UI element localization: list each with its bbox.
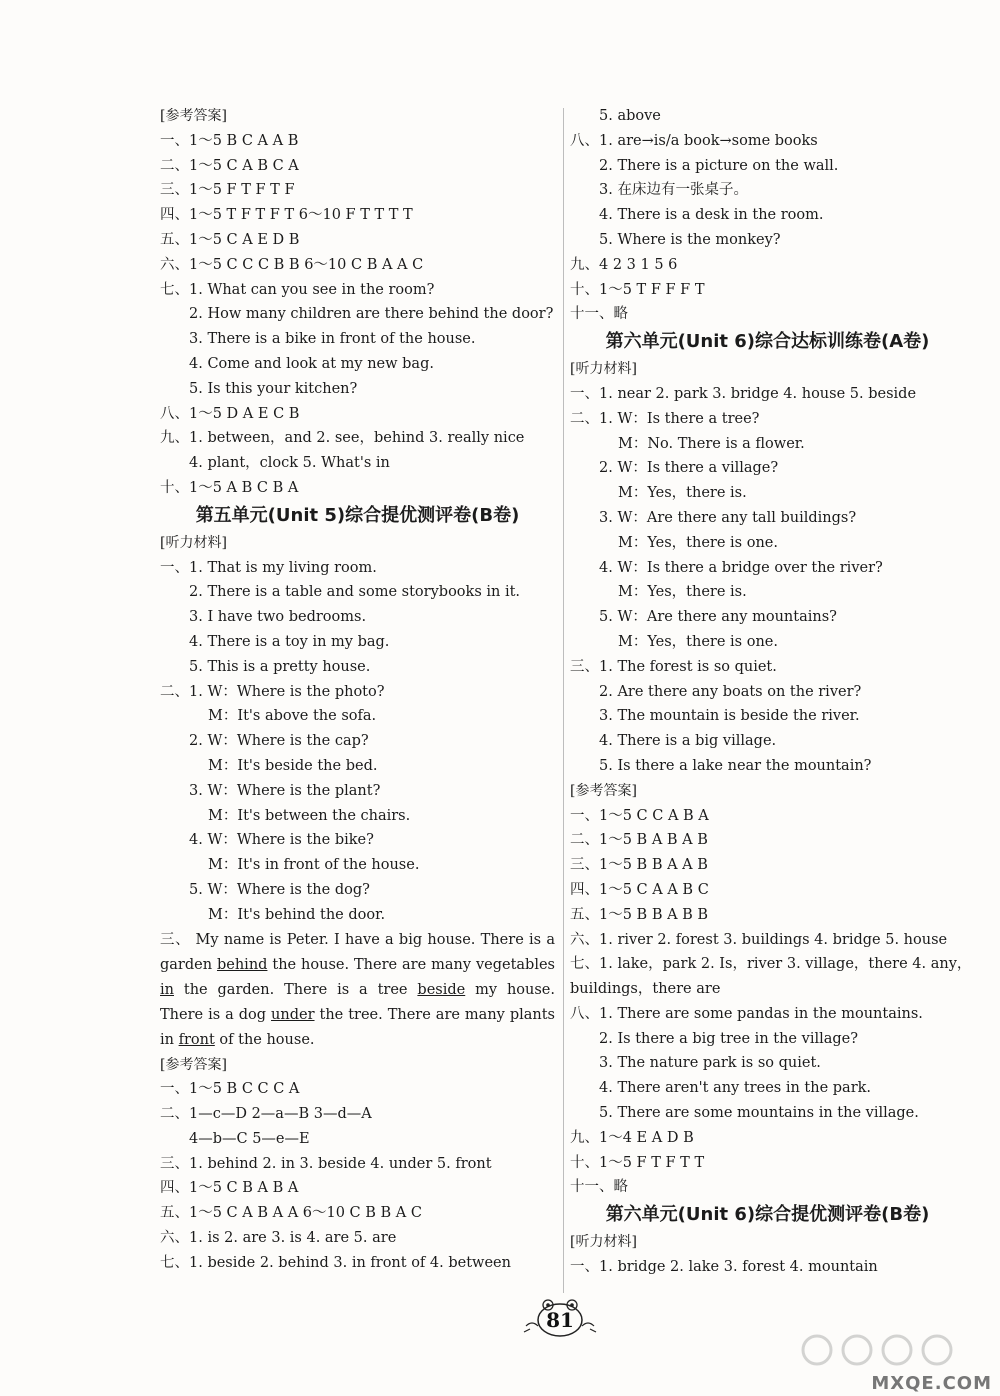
answer-line: 十、1～5 T F F F T (570, 281, 705, 298)
answer-line: 一、1～5 B C A A B (160, 132, 299, 149)
paragraph-lead: 三、 (160, 931, 191, 948)
paragraph-text: the tree. There are many plants in (160, 1006, 555, 1048)
answer-line: 二、1～5 B A B A B (570, 832, 708, 849)
answer-line: 八、1. There are some pandas in the mountains. (570, 1005, 923, 1022)
answer-line: 九、1. between，and 2. see，behind 3. really nice (160, 430, 525, 447)
answer-line: 九、4 2 3 1 5 6 (570, 256, 678, 273)
reading-paragraph (160, 928, 555, 1053)
answer-line: 九、1～4 E A D B (570, 1129, 694, 1146)
left-lines-answers (160, 1053, 555, 1276)
answer-line: 2. W：Is there a village? (599, 460, 779, 477)
paragraph-text: of the house. (214, 1031, 315, 1048)
answer-line: 二、1—c—D 2—a—B 3—d—A (160, 1106, 372, 1123)
answer-line: 3. W：Where is the plant? (189, 782, 381, 799)
answer-line: buildings，there are (570, 981, 721, 998)
answer-line: 5. Is this your kitchen? (189, 380, 358, 397)
answer-line: 一、1. That is my living room. (160, 559, 377, 576)
section-label: [听力材料] (570, 361, 637, 378)
answer-line: 2. Are there any boats on the river? (599, 683, 862, 700)
section-title: 第六单元(Unit 6)综合提优测评卷(B卷) (605, 1204, 930, 1226)
answer-line: 5. above (599, 108, 661, 124)
answer-line: M：It's in front of the house. (208, 857, 420, 874)
watermark-text: MXQE.COM (871, 1373, 992, 1394)
answer-line: M：It's behind the door. (208, 906, 386, 923)
answer-line: 十、1～5 A B C B A (160, 479, 299, 496)
answer-line: M：Yes，there is. (618, 485, 747, 502)
answer-line: 四、1～5 T F T F T 6～10 F T T T T (160, 207, 413, 224)
right-lines (570, 104, 972, 1280)
answer-line: 3. The mountain is beside the river. (599, 708, 860, 725)
answer-line: 3. There is a bike in front of the house. (189, 331, 476, 348)
answer-line: 十一、略 (570, 1179, 628, 1196)
answer-line: 七、1. beside 2. behind 3. in front of 4. between (160, 1254, 511, 1271)
answer-line: 六、1. river 2. forest 3. buildings 4. bridge 5. house (570, 931, 948, 948)
answer-line: 四、1～5 C A A B C (570, 881, 709, 898)
answer-line: 一、1～5 C C A B A (570, 807, 709, 824)
answer-line: 三、1～5 F T F T F (160, 182, 295, 199)
answer-line: 八、1. are→is/a book→some books (570, 132, 818, 149)
answer-line: 三、1～5 B B A A B (570, 857, 708, 874)
answer-line: 七、1. lake，park 2. Is，river 3. village，there 4. any， (570, 956, 972, 973)
section-label: [听力材料] (570, 1234, 637, 1251)
answer-line: 八、1～5 D A E C B (160, 405, 300, 422)
section-label: [参考答案] (160, 108, 227, 124)
column-divider (563, 108, 564, 1293)
section-title: 第六单元(Unit 6)综合达标训练卷(A卷) (605, 331, 930, 353)
answer-line: 2. There is a table and some storybooks in it. (189, 584, 521, 601)
answer-line: 五、1～5 C A B A A 6～10 C B B A C (160, 1205, 422, 1222)
answer-line: 六、1. is 2. are 3. is 4. are 5. are (160, 1230, 397, 1247)
underlined-word: front (178, 1031, 215, 1048)
underlined-word: behind (216, 956, 268, 973)
answer-line: 2. Is there a big tree in the village? (599, 1030, 859, 1047)
answer-line: 5. W：Where is the dog? (189, 881, 370, 898)
answer-line: 一、1. bridge 2. lake 3. forest 4. mountain (570, 1259, 878, 1276)
page-number: 81 (546, 1308, 574, 1332)
answer-line: 4. There is a big village. (599, 733, 777, 750)
paragraph-text: the garden. There is a tree (173, 981, 418, 998)
answer-line: 5. Where is the monkey? (599, 231, 781, 248)
answer-line: 二、1～5 C A B C A (160, 157, 299, 174)
answer-line: 2. There is a picture on the wall. (599, 157, 839, 174)
answer-line: 4. W：Is there a bridge over the river? (599, 559, 883, 576)
answer-line: 六、1～5 C C C B B 6～10 C B A A C (160, 256, 424, 273)
section-label: [参考答案] (160, 1056, 227, 1073)
left-column (160, 104, 555, 1276)
answer-line: 4. Come and look at my new bag. (189, 355, 434, 372)
answer-line: M：It's between the chairs. (208, 807, 411, 824)
paragraph-body (160, 932, 555, 1048)
answer-line: 3. I have two bedrooms. (189, 609, 367, 626)
answer-line: 4. There is a desk in the room. (599, 207, 824, 224)
answer-line: M：It's above the sofa. (208, 708, 377, 725)
answer-line: 2. How many children are there behind the door? (189, 306, 554, 323)
answer-line: 五、1～5 B B A B B (570, 906, 709, 923)
answer-line: 十一、略 (570, 306, 628, 323)
answer-line: 4. W：Where is the bike? (189, 832, 374, 849)
answer-line: 一、1～5 B C C C A (160, 1081, 300, 1098)
section-label: [参考答案] (570, 782, 637, 799)
paragraph-text: the house. There are many vegetables (267, 956, 555, 973)
answer-line: 三、1. behind 2. in 3. beside 4. under 5. front (160, 1155, 492, 1172)
underlined-word: beside (417, 981, 466, 998)
right-column (570, 104, 972, 1280)
answer-line: 3. 在床边有一张桌子。 (599, 182, 748, 199)
answer-line: 5. Is there a lake near the mountain? (599, 757, 872, 774)
page-number-badge (520, 1296, 600, 1340)
underlined-word: under (271, 1006, 315, 1023)
answer-line: 十、1～5 F T F T T (570, 1154, 705, 1171)
answer-line: 3. W：Are there any tall buildings? (599, 509, 857, 526)
answer-line: M：Yes，there is one. (618, 534, 778, 551)
answer-line: M：Yes，there is. (618, 584, 747, 601)
left-lines (160, 104, 555, 928)
answer-line: 2. W：Where is the cap? (189, 733, 369, 750)
answer-line: 4. There aren't any trees in the park. (599, 1080, 872, 1097)
answer-line: 四、1～5 C B A B A (160, 1180, 299, 1197)
answer-line: 三、1. The forest is so quiet. (570, 658, 777, 675)
underlined-word: in (160, 981, 174, 998)
answer-line: 七、1. What can you see in the room? (160, 281, 435, 298)
answer-line: M：It's beside the bed. (208, 757, 378, 774)
frog-ornament-icon (520, 1296, 600, 1340)
answer-line: 一、1. near 2. park 3. bridge 4. house 5. beside (570, 385, 917, 402)
answer-line: 4—b—C 5—e—E (189, 1130, 310, 1147)
answer-line: 3. The nature park is so quiet. (599, 1055, 821, 1072)
answer-line: M：Yes，there is one. (618, 633, 778, 650)
answer-line: 5. W：Are there any mountains? (599, 609, 837, 626)
paragraph-text: my house. There is a dog (160, 981, 555, 1023)
section-label: [听力材料] (160, 534, 227, 551)
answer-line: 4. There is a toy in my bag. (189, 633, 390, 650)
answer-line: 五、1～5 C A E D B (160, 231, 300, 248)
section-title: 第五单元(Unit 5)综合提优测评卷(B卷) (195, 504, 520, 526)
answer-line: M：No. There is a flower. (618, 435, 805, 452)
answer-line: 5. There are some mountains in the village. (599, 1105, 919, 1122)
answer-line: 二、1. W：Is there a tree? (570, 410, 760, 427)
answer-line: 二、1. W：Where is the photo? (160, 683, 385, 700)
answer-line: 4. plant，clock 5. What's in (189, 455, 390, 472)
paragraph-text: My name is Peter. I have a big house. There is a garden (160, 931, 556, 973)
answer-line: 5. This is a pretty house. (189, 658, 371, 675)
